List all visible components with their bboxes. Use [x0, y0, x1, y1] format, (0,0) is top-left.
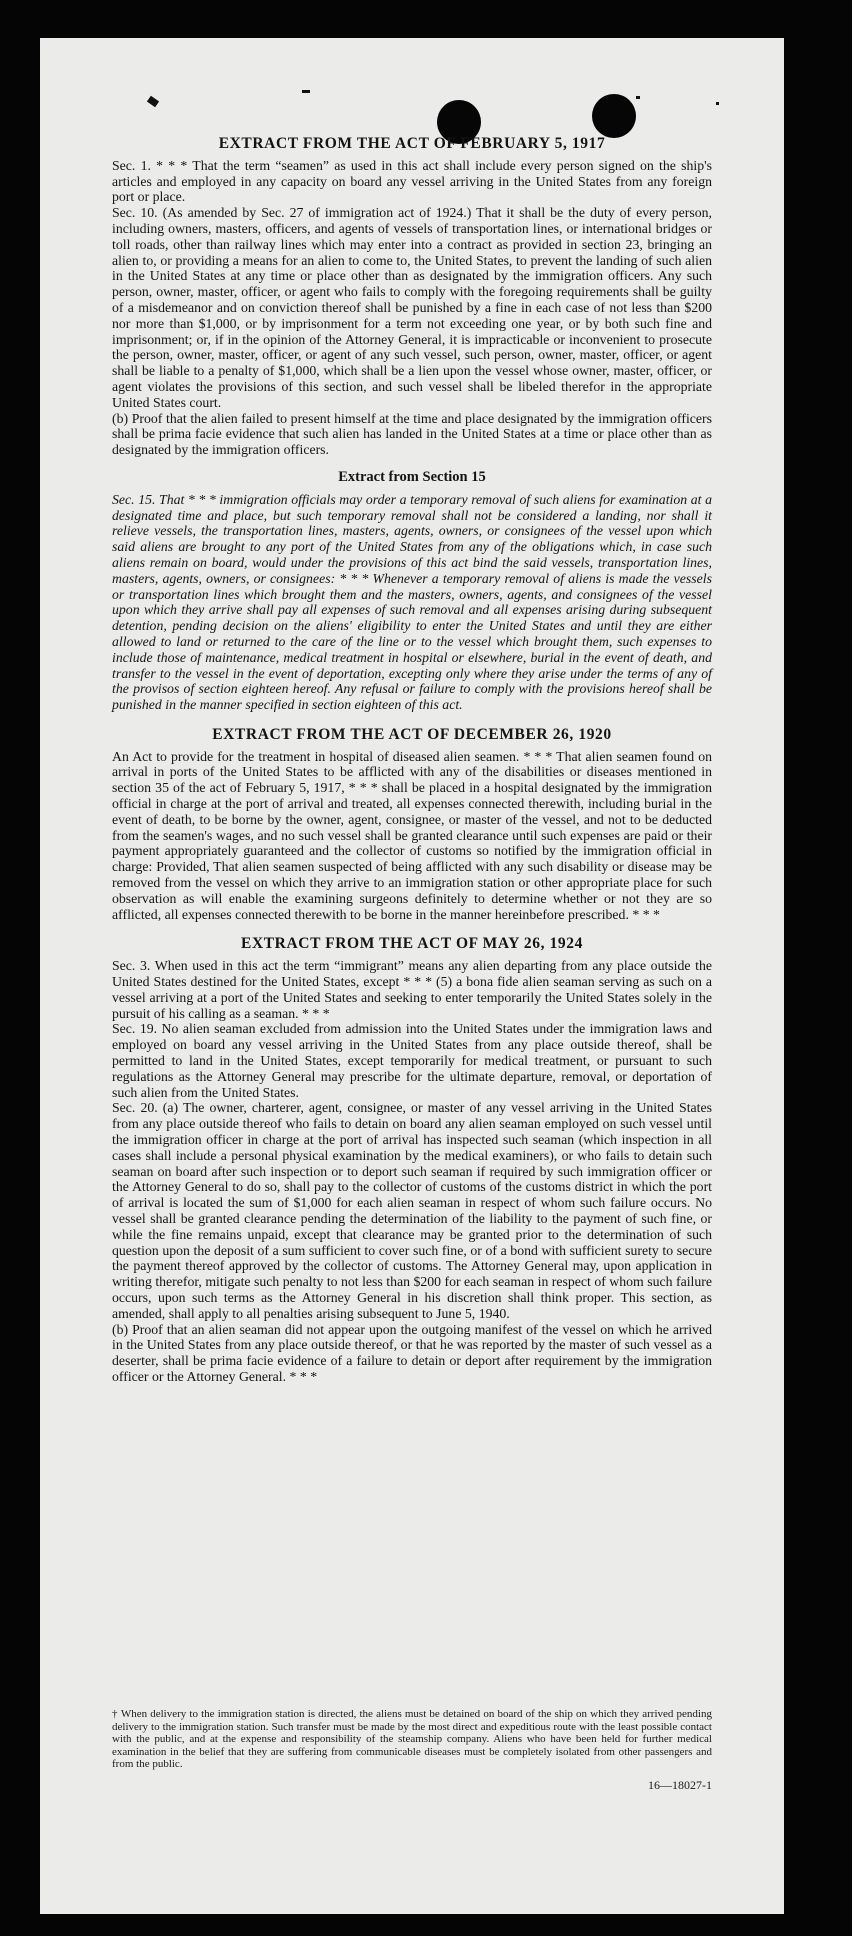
form-number: 16—18027-1: [648, 1778, 712, 1792]
footnote: † When delivery to the immigration station is directed, the aliens must be detained on board of the ship on which they arrived pending delivery to the immigration station. Such transfer must be made by the most direct and expeditious route with the least possible contact with the public, and at the expense and responsibility of the steamship company. Aliens who have been held for further medical examination in the belief that they are suffering from communicable diseases must be completely isolated from other passengers and from the public.: [112, 1708, 712, 1770]
punch-hole-right: [592, 94, 636, 138]
paragraph: (b) Proof that the alien failed to present himself at the time and place designated by the immigration officers shall be prima facie evidence that such alien has landed in the United States at a time or place other than as designated by the immigration officers.: [112, 410, 712, 458]
section-heading: EXTRACT FROM THE ACT OF MAY 26, 1924: [241, 935, 583, 953]
paragraph: An Act to provide for the treatment in hospital of diseased alien seamen. * * * That alien seamen found on arrival in ports of the United States to be afflicted with any of the disabilities or diseases mentioned in section 35 of the act of February 5, 1917, * * * shall be placed in a hospital designated by the immigration official in charge at the port of arrival and treated, all expenses connected therewith, including burial in the event of death, to be borne by the owner, agent, consignee, or master of the vessel, and not to be deducted from the seamen's wages, and no such vessel shall be granted clearance until such expenses are paid or their payment appropriately guaranteed and the collector of customs so notified by the immigration official in charge: Provided, That alien seamen suspected of being afflicted with any such disability or disease may be removed from the vessel on which they arrive to an immigration station or other appropriate place for such observation as will enable the examining surgeons definitely to determine whether or not they are so afflicted, all expenses connected therewith to be borne in the manner hereinbefore prescribed. * * *: [112, 748, 712, 922]
paragraph: Sec. 15. That * * * immigration officials may order a temporary removal of such aliens for examination at a designated time and place, but such temporary removal shall not be considered a landing, nor shall it relieve vessels, the transportation lines, masters, agents, owners, or consignees of the vessel upon which said aliens are brought to any port of the United States from any of the obligations which, in case such aliens remain on board, would under the provisions of this act bind the said vessels, transportation lines, masters, agents, owners, or consignees: * * * Whenever a temporary removal of aliens is made the vessels or transportation lines which brought them and the masters, owners, agents, and consignees of the vessel upon which they arrive shall pay all expenses of such removal and all expenses arising during subsequent detention, pending decision on the aliens' eligibility to enter the United States and until they are either allowed to land or returned to the care of the line or to the vessel which brought them, such expenses to include those of maintenance, medical treatment in hospital or elsewhere, burial in the event of death, and transfer to the vessel in the event of deportation, excepting only where they arise under the terms of any of the provisos of section eighteen hereof. Any refusal or failure to comply with the provisions hereof shall be punished in the manner specified in section eighteen of this act.: [112, 491, 712, 713]
paragraph: Sec. 3. When used in this act the term “immigrant” means any alien departing from any place outside the United States destined for the United States, except * * * (5) a bona fide alien seaman serving as such on a vessel arriving at a port of the United States and seeking to enter temporarily the United States solely in the pursuit of his calling as a seaman. * * *: [112, 958, 712, 1021]
paragraph: Sec. 10. (As amended by Sec. 27 of immigration act of 1924.) That it shall be the duty of every person, including owners, masters, officers, and agents of vessels of transportation lines, or international bridges or toll roads, other than railway lines which may enter into a contract as provided in section 23, bringing an alien to, or providing a means for an alien to come to, the United States, to prevent the landing of such alien in the United States at any time or place other than as designated by the immigration officers. Any such person, owner, master, officer, or agent who fails to comply with the foregoing requirements shall be guilty of a misdemeanor and on conviction thereof shall be punished by a fine in each case of not less than $200 nor more than $1,000, or by imprisonment for a term not exceeding one year, or by both such fine and imprisonment; or, if in the opinion of the Attorney General, it is impracticable or inconvenient to prosecute the person, owner, master, officer, or agent of any such vessel, such person, owner, master, officer, or agent shall be liable to a penalty of $1,000, which shall be a lien upon the vessel whose owner, master, officer, or agent violates the provisions of this section, and such vessel shall be libeled therefor in the appropriate United States court.: [112, 205, 712, 410]
scan-speck: [716, 102, 719, 105]
paragraph: (b) Proof that an alien seaman did not appear upon the outgoing manifest of the vessel on which he arrived in the United States from any place outside thereof, or that he was reported by the master of such vessel as a deserter, shall be prima facie evidence of a failure to detain or deport after requirement by the immigration officer or the Attorney General. * * *: [112, 1321, 712, 1384]
document-page: [40, 38, 784, 1914]
document-body: [112, 136, 712, 1385]
scan-speck: [147, 96, 159, 107]
scan-speck: [302, 90, 310, 93]
section-heading: EXTRACT FROM THE ACT OF DECEMBER 26, 1920: [212, 725, 612, 743]
paragraph: Sec. 20. (a) The owner, charterer, agent, consignee, or master of any vessel arriving in the United States from any place outside thereof who fails to detain on board any alien seaman employed on such vessel until the immigration officer in charge at the port of arrival has inspected such seaman (which inspection in all cases shall include a personal physical examination by the medical examiners), or who fails to detain such seaman on board after such inspection or to deport such seaman if required by such immigration officer or the Attorney General to do so, shall pay to the collector of customs of the customs district in which the port of arrival is located the sum of $1,000 for each alien seaman in respect of whom such failure occurs. No vessel shall be granted clearance pending the determination of the liability to the payment of such fine, or while the fine remains unpaid, except that clearance may be granted prior to the determination of such question upon the deposit of a sum sufficient to cover such fine, or of a bond with sufficient surety to secure the payment thereof approved by the collector of customs. The Attorney General may, upon application in writing therefor, mitigate such penalty to not less than $200 for each seaman in respect of whom such failure occurs, upon such terms as the Attorney General in his discretion shall think proper. This section, as amended, shall apply to all penalties arising subsequent to June 5, 1940.: [112, 1100, 712, 1321]
paragraph: Sec. 1. * * * That the term “seamen” as used in this act shall include every person signed on the ship's articles and employed in any capacity on board any vessel arriving in the United States from any foreign port or place.: [112, 157, 712, 205]
section-heading: EXTRACT FROM THE ACT OF FEBRUARY 5, 1917: [218, 135, 606, 152]
scan-speck: [636, 96, 640, 99]
paragraph: Sec. 19. No alien seaman excluded from admission into the United States under the immigration laws and employed on board any vessel arriving in the United States from any place outside thereof, shall be permitted to land in the United States, except temporarily for medical treatment, or pursuant to such regulations as the Attorney General may prescribe for the ultimate departure, removal, or deportation of such alien from the United States.: [112, 1021, 712, 1100]
section-subheading: Extract from Section 15: [338, 468, 486, 485]
